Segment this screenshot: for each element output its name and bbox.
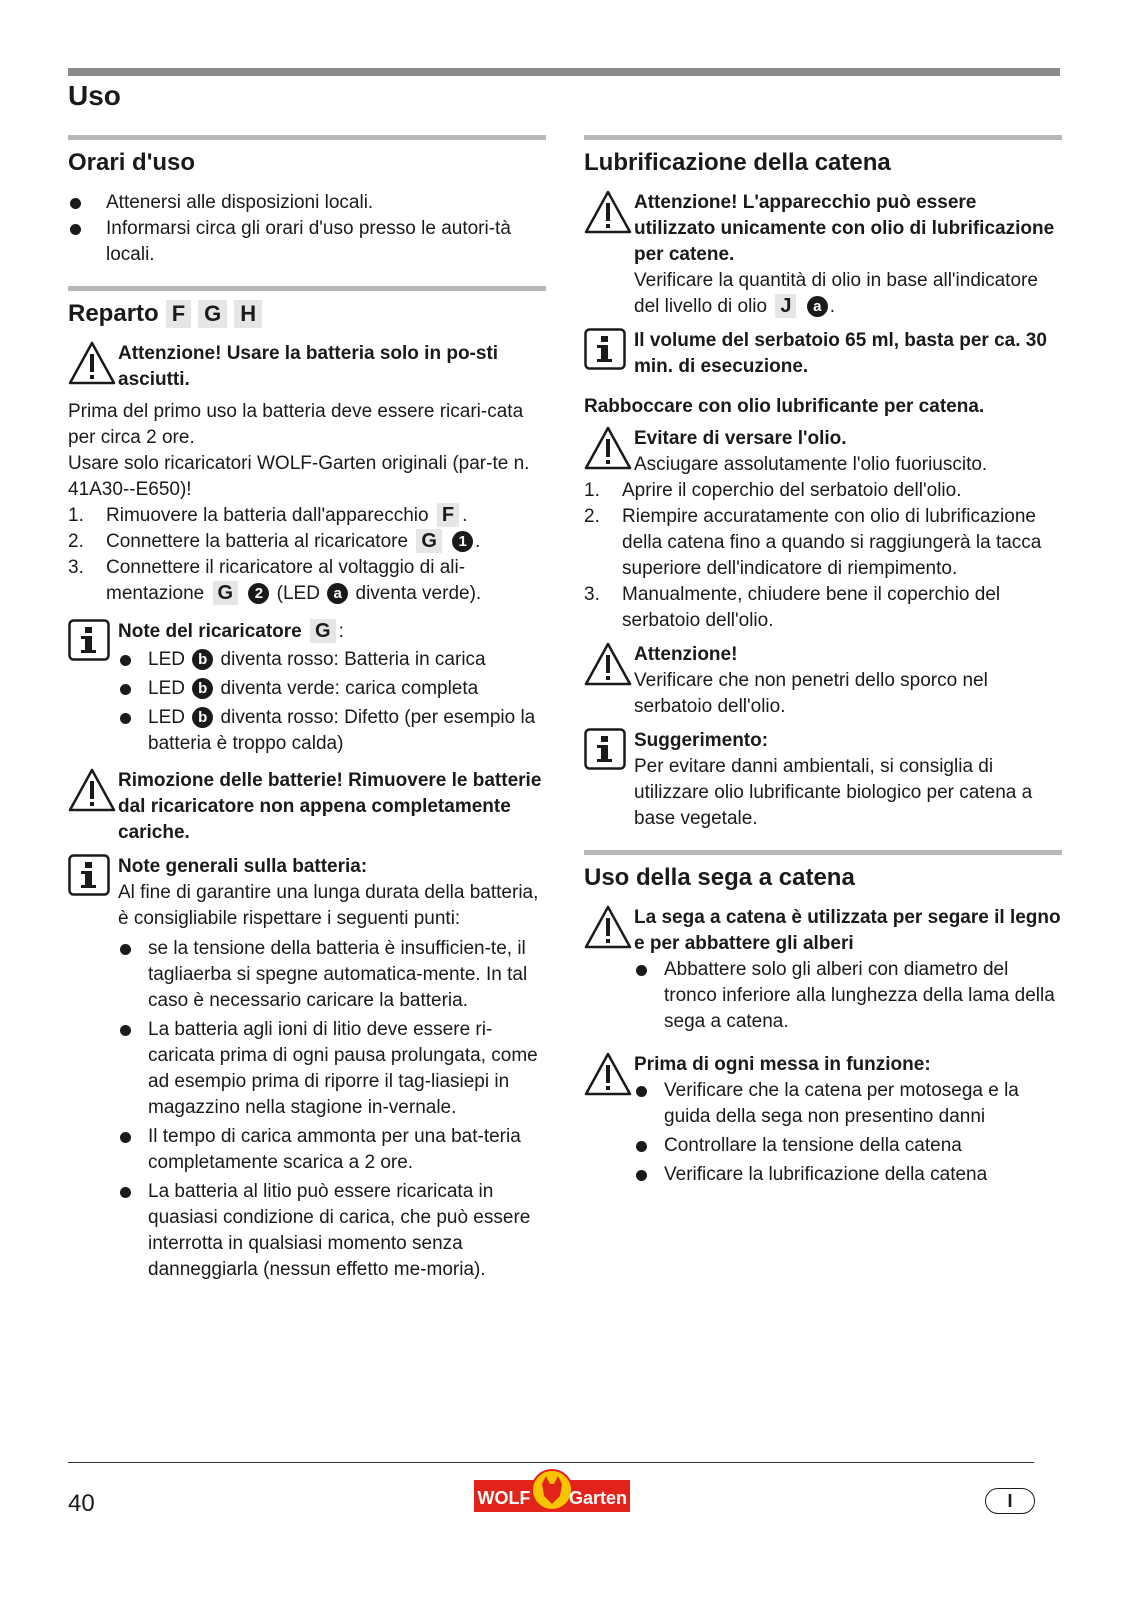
callout-letter: a: [807, 296, 828, 317]
paragraph: Al fine di garantire una lunga durata della batteria, è consigliabile rispettare i seguenti punti:: [118, 882, 539, 929]
warning-icon: [68, 768, 116, 812]
warning-text: Evitare di versare l'olio.: [634, 428, 847, 449]
uso-sega-heading: Uso della sega a catena: [584, 864, 855, 891]
section-rule: [584, 135, 1062, 140]
info-tank-volume: [584, 328, 1062, 380]
before-use-list: [634, 1078, 1062, 1188]
warning-dirt: [584, 642, 1062, 720]
step-number: 1.: [68, 505, 84, 526]
list-item: Il tempo di carica ammonta per una bat-teria completamente scarica a 2 ore.: [118, 1124, 546, 1176]
warning-icon: [584, 426, 632, 470]
section-rule: [68, 286, 546, 291]
step-text: Rimuovere la batteria dall'apparecchio: [106, 505, 429, 526]
list-item: Verificare che la catena per motosega e la guida della sega non presentino danni: [634, 1078, 1062, 1130]
info-icon: [68, 854, 110, 896]
step-number: 3.: [68, 557, 84, 578]
left-column: [68, 135, 546, 1292]
figure-label: G: [213, 581, 239, 605]
figure-label: G: [416, 529, 442, 553]
logo-garten-text: Garten: [568, 1488, 628, 1508]
general-list: [118, 936, 546, 1283]
step-text: Connettere il ricaricatore al voltaggio di ali-mentazione: [106, 557, 466, 604]
step-number: 2.: [68, 531, 84, 552]
list-item: La batteria agli ioni di litio deve essere ri-caricata prima di ogni pausa prolungata, come ad esempio prima di riporre il tag-liasiepi in magazzino nella stagione in-vernale.: [118, 1017, 546, 1121]
orari-heading: Orari d'uso: [68, 149, 196, 176]
list-item: Controllare la tensione della catena: [634, 1133, 1062, 1159]
section-rule: [68, 135, 546, 140]
led-text: diventa rosso: Batteria in carica: [220, 649, 486, 670]
warning-icon: [68, 341, 116, 385]
list-item: [118, 647, 546, 673]
led-label: LED: [148, 678, 185, 699]
steps-list: [68, 503, 546, 607]
section-uso-sega: [584, 850, 1062, 1191]
step-end: .: [462, 505, 468, 526]
language-badge: I: [985, 1488, 1035, 1514]
list-item: Attenersi alle disposizioni locali.: [68, 190, 546, 216]
warning-icon: [584, 642, 632, 686]
section-orari: [68, 135, 546, 268]
warning-text: Attenzione! L'apparecchio può essere utilizzato unicamente con olio di lubrificazione per catene.: [634, 192, 1055, 265]
led-label: LED: [148, 707, 185, 728]
page-title: Uso: [68, 80, 121, 111]
section-lubrificazione: [584, 135, 1062, 832]
step-number: 1.: [584, 480, 600, 501]
warning-text: Prima di ogni messa in funzione:: [634, 1054, 931, 1075]
warning-icon: [584, 190, 632, 234]
callout-number: 2: [248, 583, 269, 604]
warning-text: La sega a catena è utilizzata per segare il legno e per abbattere gli alberi: [634, 907, 1061, 954]
callout-letter: b: [192, 649, 213, 670]
led-list: [118, 647, 546, 757]
footer-rule: [68, 1462, 1034, 1463]
step-item: [68, 503, 546, 529]
orari-list: [68, 190, 546, 268]
warning-text: Attenzione!: [634, 644, 738, 665]
list-item: La batteria al litio può essere ricaricata in quasiasi condizione di carica, che può essere interrotta in qualsiasi momento senza danneggiarla (nessun effetto me-moria).: [118, 1179, 546, 1283]
list-item: se la tensione della batteria è insufficien-te, il tagliaerba si spegne automatica-mente. In tal caso è necessario caricare la batteria.: [118, 936, 546, 1014]
figure-label: H: [234, 300, 262, 328]
warning-dry-place: [68, 341, 546, 393]
callout-letter: b: [192, 678, 213, 699]
figure-label: F: [437, 503, 459, 527]
step-item: [584, 582, 1062, 634]
led-label: LED: [148, 649, 185, 670]
step-text: Riempire accuratamente con olio di lubrificazione della catena fino a quando si raggiungerà la tacca superiore dell'indicatore di riempimento.: [622, 506, 1042, 579]
step-number: 3.: [584, 584, 600, 605]
step-item: [584, 504, 1062, 582]
info-icon: [584, 728, 626, 770]
warning-text: Rimozione delle batterie! Rimuovere le batterie dal ricaricatore non appena completamente cariche.: [118, 770, 542, 843]
step-text: (LED: [276, 583, 320, 604]
paragraph: Usare solo ricaricatori WOLF-Garten originali (par-te n. 41A30--E650)!: [68, 453, 530, 500]
figure-label: F: [166, 300, 191, 328]
purpose-list: [634, 957, 1062, 1035]
right-column: [584, 135, 1062, 1197]
subheading: Rabboccare con olio lubrificante per catena.: [584, 396, 985, 417]
step-item: [68, 555, 546, 607]
step-end: diventa verde).: [355, 583, 482, 604]
step-text: Aprire il coperchio del serbatoio dell'olio.: [622, 480, 962, 501]
reparto-heading: [68, 299, 546, 329]
warning-before-use: [584, 1052, 1062, 1191]
lubrificazione-heading: Lubrificazione della catena: [584, 149, 891, 176]
list-item: Verificare la lubrificazione della catena: [634, 1162, 1062, 1188]
list-item: [118, 676, 546, 702]
warning-battery-removal: [68, 768, 546, 846]
step-end: .: [829, 296, 836, 317]
step-item: [584, 478, 1062, 504]
step-text: Manualmente, chiudere bene il coperchio del serbatoio dell'olio.: [622, 584, 1001, 631]
charger-notes: [68, 619, 546, 760]
section-reparto: [68, 286, 546, 1286]
note-colon: :: [338, 621, 344, 642]
callout-letter: b: [192, 707, 213, 728]
warning-detail: Verificare la quantità di olio in base all'indicatore del livello di olio: [634, 270, 1038, 317]
tip-bio-oil: [584, 728, 1062, 832]
callout-number: 1: [452, 531, 473, 552]
step-end: .: [475, 531, 481, 552]
led-text: diventa rosso: Difetto (per esempio la batteria è troppo calda): [148, 707, 536, 754]
list-item: [118, 705, 546, 757]
warning-oil-type: [584, 190, 1062, 320]
tip-text: Per evitare danni ambientali, si consiglia di utilizzare olio lubrificante biologico per catena a base vegetale.: [634, 756, 1033, 829]
note-title: Note generali sulla batteria:: [118, 856, 368, 877]
tip-title: Suggerimento:: [634, 730, 769, 751]
general-battery-notes: [68, 854, 546, 1286]
callout-letter: a: [327, 583, 348, 604]
paragraph: Prima del primo uso la batteria deve essere ricari-cata per circa 2 ore.: [68, 401, 524, 448]
info-icon: [68, 619, 110, 661]
step-text: Connettere la batteria al ricaricatore: [106, 531, 409, 552]
refill-steps: [584, 478, 1062, 634]
reparto-heading-text: Reparto: [68, 300, 159, 327]
logo-wolf-text: WOLF: [477, 1488, 531, 1508]
led-text: diventa verde: carica completa: [220, 678, 479, 699]
page-number: 40: [68, 1490, 95, 1517]
note-title: Note del ricaricatore: [118, 621, 302, 642]
step-item: [68, 529, 546, 555]
list-item: Informarsi circa gli orari d'uso presso le autori-tà locali.: [68, 216, 546, 268]
step-number: 2.: [584, 506, 600, 527]
warning-purpose: [584, 905, 1062, 1038]
figure-label: G: [310, 619, 336, 643]
list-item: Abbattere solo gli alberi con diametro del tronco inferiore alla lunghezza della lama della sega a catena.: [634, 957, 1062, 1035]
warning-text: Attenzione! Usare la batteria solo in po-sti asciutti.: [118, 343, 499, 390]
warning-detail: Asciugare assolutamente l'olio fuoriuscito.: [634, 454, 988, 475]
warning-detail: Verificare che non penetri dello sporco nel serbatoio dell'olio.: [634, 670, 988, 717]
warning-icon: [584, 1052, 632, 1096]
info-icon: [584, 328, 626, 370]
info-text: Il volume del serbatoio 65 ml, basta per ca. 30 min. di esecuzione.: [634, 330, 1047, 377]
wolf-garten-logo: [474, 1466, 630, 1514]
warning-icon: [584, 905, 632, 949]
warning-spill: [584, 426, 1062, 478]
top-rule: [68, 68, 1060, 76]
figure-label: J: [775, 294, 796, 318]
section-rule: [584, 850, 1062, 855]
figure-label: G: [198, 300, 227, 328]
